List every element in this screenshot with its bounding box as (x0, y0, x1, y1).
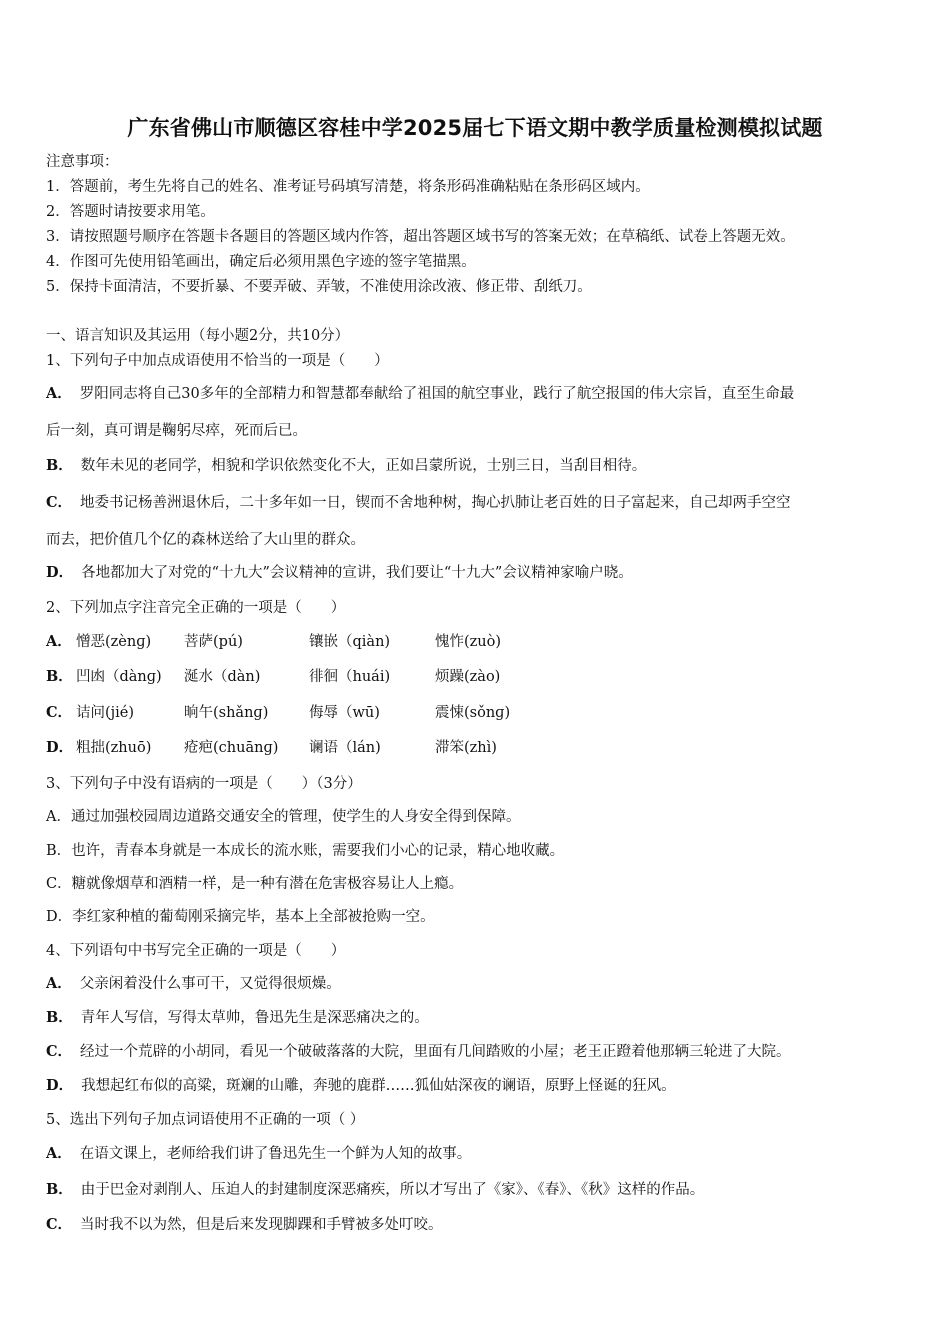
notice-item: 2．答题时请按要求用笔。 (46, 204, 215, 220)
option-text: 父亲闲着没什么事可干，又觉得很烦燥。 (79, 976, 341, 992)
option-label: C． (46, 494, 73, 511)
q4-option-a (46, 974, 341, 994)
option-label: B． (46, 668, 73, 685)
pinyin-item: 徘徊（huái) (309, 669, 391, 685)
option-text: 由于巴金对剥削人、压迫人的封建制度深恶痛疾，所以才写出了《家》、《春》、《秋》这样的作品。 (80, 1182, 705, 1198)
option-label: A． (46, 385, 72, 402)
option-label: D． (46, 1077, 74, 1094)
pinyin-item: 凹凼（dànɡ) (76, 669, 162, 685)
q1-option-c (46, 493, 791, 513)
option-text: 地委书记杨善洲退休后，二十多年如一日，锲而不舍地种树，掏心扒肺让老百姓的日子富起来，自己却两手空空 (80, 495, 791, 511)
pinyin-item: 粗拙(zhuō) (76, 740, 152, 756)
pinyin-item: 谰语（lán) (309, 740, 381, 756)
option-text: 我想起红布似的高粱，斑斓的山雕，奔驰的鹿群……狐仙姑深夜的谰语，原野上怪诞的狂风。 (81, 1078, 676, 1094)
option-label: A． (46, 633, 72, 650)
option-label: B． (46, 1009, 73, 1026)
pinyin-item: 晌午(shǎnɡ) (184, 705, 269, 721)
option-text: 数年未见的老同学，相貌和学识依然变化不大，正如吕蒙所说，士别三日，当刮目相待。 (80, 458, 647, 474)
question-1-stem: 1、下列句子中加点成语使用不恰当的一项是（ ） (46, 353, 389, 369)
q4-option-c (46, 1042, 791, 1062)
page-title: 广东省佛山市顺德区容桂中学2025届七下语文期中教学质量检测模拟试题 (127, 116, 823, 140)
q1-option-c-cont: 而去，把价值几个亿的森林送给了大山里的群众。 (46, 532, 365, 548)
question-4-stem: 4、下列语句中书写完全正确的一项是（ ） (46, 943, 346, 959)
q5-option-c (46, 1215, 443, 1235)
q3-option-b: B．也许，青春本身就是一本成长的流水账，需要我们小心的记录，精心地收藏。 (46, 843, 565, 859)
option-label: C． (46, 1043, 73, 1060)
notice-heading: 注意事项： (46, 154, 119, 170)
notice-item: 1．答题前，考生先将自己的姓名、准考证号码填写清楚，将条形码准确粘贴在条形码区域内。 (46, 179, 650, 195)
pinyin-item: 涎水（dàn) (184, 669, 261, 685)
q4-option-d (46, 1076, 676, 1096)
q3-option-d: D．李红家种植的葡萄刚采摘完毕，基本上全部被抢购一空。 (46, 909, 435, 925)
pinyin-item: 愧怍(zuò) (435, 634, 502, 650)
pinyin-item: 疮疤(chuānɡ) (184, 740, 279, 756)
question-3-stem: 3、下列句子中没有语病的一项是（ ）（3分） (46, 776, 362, 792)
pinyin-item: 烦躁(zào) (435, 669, 501, 685)
option-text: 当时我不以为然，但是后来发现脚踝和手臂被多处叮咬。 (80, 1217, 443, 1233)
pinyin-item: 侮辱（wū) (309, 705, 380, 721)
q1-option-d (46, 563, 633, 583)
pinyin-item: 镶嵌（qiàn) (309, 634, 391, 650)
pinyin-item: 诘问(jié) (76, 705, 135, 721)
q1-option-a (46, 384, 794, 404)
option-label: B． (46, 1181, 73, 1198)
option-text: 青年人写信，写得太草帅，鲁迅先生是深恶痛决之的。 (80, 1010, 429, 1026)
q3-option-c: C．糖就像烟草和酒精一样，是一种有潜在危害极容易让人上瘾。 (46, 876, 464, 892)
option-text: 各地都加大了对党的“十九大”会议精神的宣讲，我们要让“十九大”会议精神家喻户晓。 (81, 565, 633, 581)
notice-item: 4．作图可先使用铅笔画出，确定后必须用黑色字迹的签字笔描黑。 (46, 254, 476, 270)
notice-item: 3．请按照题号顺序在答题卡各题目的答题区域内作答，超出答题区域书写的答案无效；在草稿纸、试卷上答题无效。 (46, 229, 795, 245)
pinyin-item: 震悚(sǒnɡ) (435, 705, 511, 721)
pinyin-item: 滞笨(zhì) (435, 740, 497, 756)
pinyin-item: 菩萨(pú) (184, 634, 243, 650)
option-label: C． (46, 704, 73, 721)
notice-item: 5．保持卡面清洁，不要折暴、不要弄破、弄皱，不准使用涂改液、修正带、刮纸刀。 (46, 279, 592, 295)
q5-option-a (46, 1144, 471, 1164)
option-label: C． (46, 1216, 73, 1233)
option-text: 经过一个荒辟的小胡同，看见一个破破落落的大院，里面有几间踏败的小屋；老王正蹬着他那辆三轮进了大院。 (80, 1044, 791, 1060)
q1-option-a-cont: 后一刻，真可谓是鞠躬尽瘁，死而后已。 (46, 423, 307, 439)
option-text: 在语文课上，老师给我们讲了鲁迅先生一个鲜为人知的故事。 (79, 1146, 472, 1162)
pinyin-item: 憎恶(zènɡ) (76, 634, 152, 650)
option-label: B． (46, 457, 73, 474)
q1-option-b (46, 456, 646, 476)
question-2-stem: 2、下列加点字注音完全正确的一项是（ ） (46, 600, 346, 616)
option-label: D． (46, 564, 74, 581)
section-heading: 一、语言知识及其运用（每小题2分，共10分） (46, 328, 350, 344)
option-label: A． (46, 975, 72, 992)
q5-option-b (46, 1180, 704, 1200)
q3-option-a: A．通过加强校园周边道路交通安全的管理，使学生的人身安全得到保障。 (46, 809, 521, 825)
question-5-stem: 5、选出下列句子加点词语使用不正确的一项（ ） (46, 1112, 365, 1128)
option-label: A． (46, 1145, 72, 1162)
q4-option-b (46, 1008, 429, 1028)
option-label: D． (46, 739, 74, 756)
option-text: 罗阳同志将自己30多年的全部精力和智慧都奉献给了祖国的航空事业，践行了航空报国的伟大宗旨，直至生命最 (79, 386, 795, 402)
